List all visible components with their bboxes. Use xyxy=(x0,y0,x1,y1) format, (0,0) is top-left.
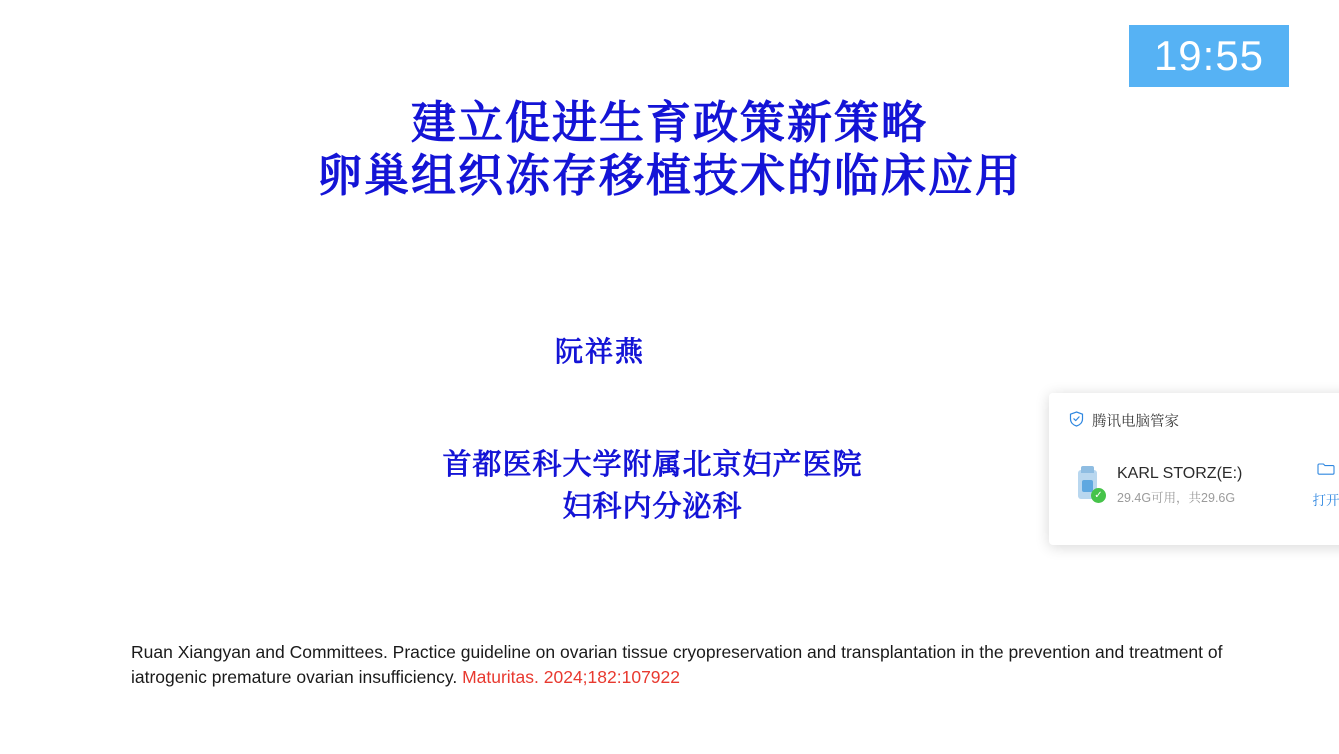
slide-title-line-1: 建立促进生育政策新策略 xyxy=(410,97,928,148)
usb-drive-icon xyxy=(1071,466,1105,504)
clock-time: 19:55 xyxy=(1153,32,1265,79)
slide-title xyxy=(0,96,1339,202)
slide-title-line-2: 卵巢组织冻存移植技术的临床应用 xyxy=(316,150,1022,202)
citation-text xyxy=(131,640,1241,690)
affiliation-line-1: 首都医科大学附属北京妇产医院 xyxy=(442,449,863,481)
open-drive-button[interactable] xyxy=(1309,462,1339,509)
affiliation-line-2: 妇科内分泌科 xyxy=(562,491,743,524)
drive-capacity-label: 29.4G可用，共29.6G xyxy=(1117,490,1236,505)
clock-overlay xyxy=(1129,25,1289,87)
notification-body xyxy=(1049,448,1339,522)
citation-journal: Maturitas. 2024;182:107922 xyxy=(462,666,681,687)
shield-icon xyxy=(1069,411,1084,431)
folder-icon xyxy=(1317,463,1335,480)
pc-manager-notification[interactable] xyxy=(1049,393,1339,545)
check-badge-icon: ✓ xyxy=(1091,488,1106,503)
open-label: 打开 xyxy=(1312,492,1339,508)
presenter-name: 阮祥燕 xyxy=(554,336,645,367)
citation-body: Ruan Xiangyan and Committees. Practice guideline on ovarian tissue cryopreservation and transplantation in the prevention and treatment of iatrogenic premature ovarian insufficiency. xyxy=(131,642,1223,687)
notification-brand-label: 腾讯电脑管家 xyxy=(1092,414,1179,430)
drive-info xyxy=(1117,464,1297,506)
notification-header xyxy=(1049,393,1339,448)
drive-name-label: KARL STORZ(E:) xyxy=(1117,465,1243,483)
